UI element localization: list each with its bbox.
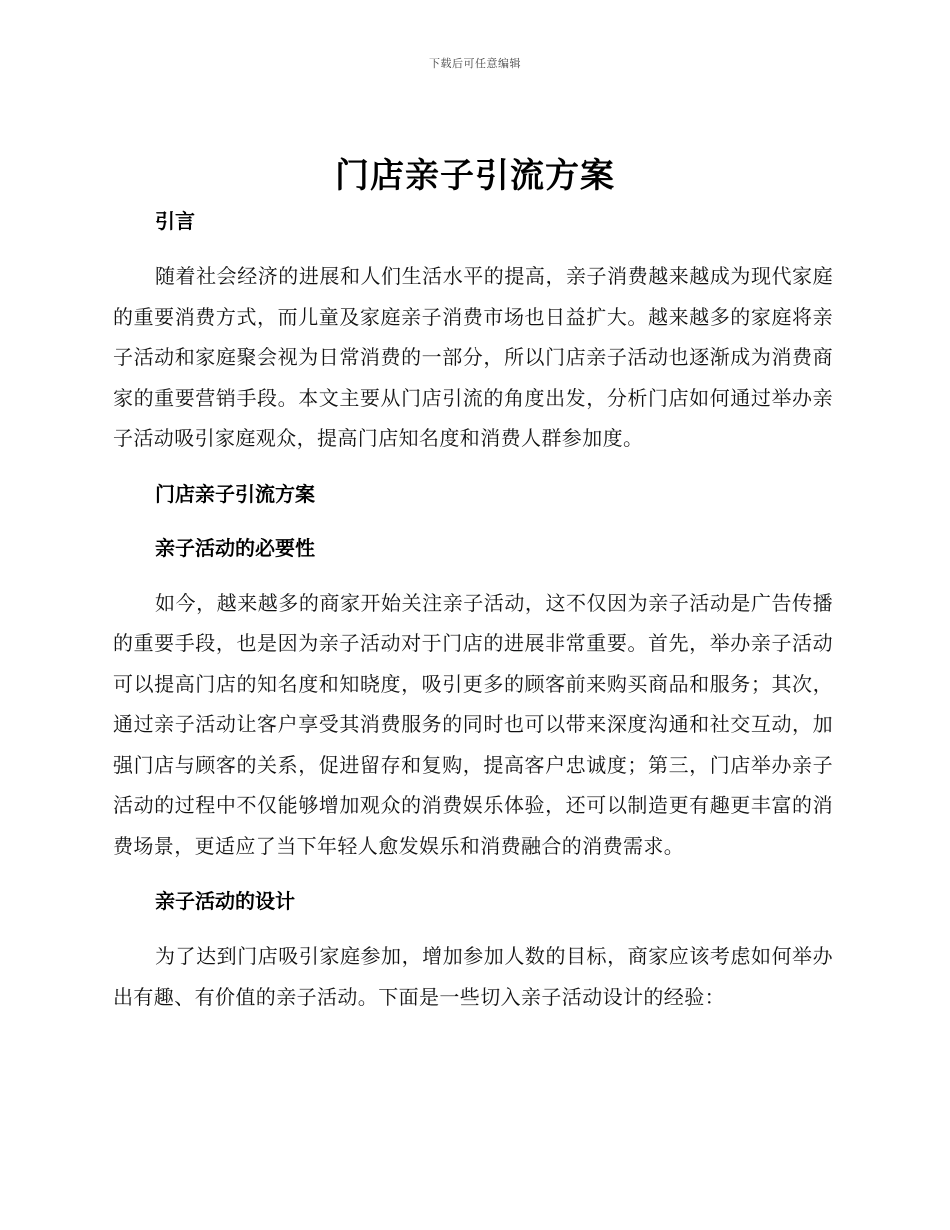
section-heading-intro: 引言 (155, 209, 195, 233)
document-title: 门店亲子引流方案 (335, 156, 615, 196)
paragraph-design: 为了达到门店吸引家庭参加，增加参加人数的目标，商家应该考虑如何举办出有趣、有价值的亲子活动。下面是一些切入亲子活动设计的经验： (113, 944, 833, 1009)
paragraph-necessity: 如今，越来越多的商家开始关注亲子活动，这不仅因为亲子活动是广告传播的重要手段，也是因为亲子活动对于门店的进展非常重要。首先，举办亲子活动可以提高门店的知名度和知晓度，吸引更多的顾客前来购买商品和服务；其次，通过亲子活动让客户享受其消费服务的同时也可以带来深度沟通和社交互动，加强门店与顾客的关系，促进留存和复购，提高客户忠诚度；第三，门店举办亲子活动的过程中不仅能够增加观众的消费娱乐体验，还可以制造更有趣更丰富的消费场景，更适应了当下年轻人愈发娱乐和消费融合的消费需求。 (113, 590, 833, 858)
paragraph-intro: 随着社会经济的进展和人们生活水平的提高，亲子消费越来越成为现代家庭的重要消费方式，而儿童及家庭亲子消费市场也日益扩大。越来越多的家庭将亲子活动和家庭聚会视为日常消费的一部分，所以门店亲子活动也逐渐成为消费商家的重要营销手段。本文主要从门店引流的角度出发，分析门店如何通过举办亲子活动吸引家庭观众，提高门店知名度和消费人群参加度。 (113, 264, 833, 450)
section-heading-plan: 门店亲子引流方案 (155, 481, 315, 506)
header-note: 下载后可任意编辑 (429, 57, 521, 70)
section-heading-necessity: 亲子活动的必要性 (155, 535, 315, 560)
document-body (113, 202, 833, 1033)
section-heading-design: 亲子活动的设计 (155, 889, 295, 913)
